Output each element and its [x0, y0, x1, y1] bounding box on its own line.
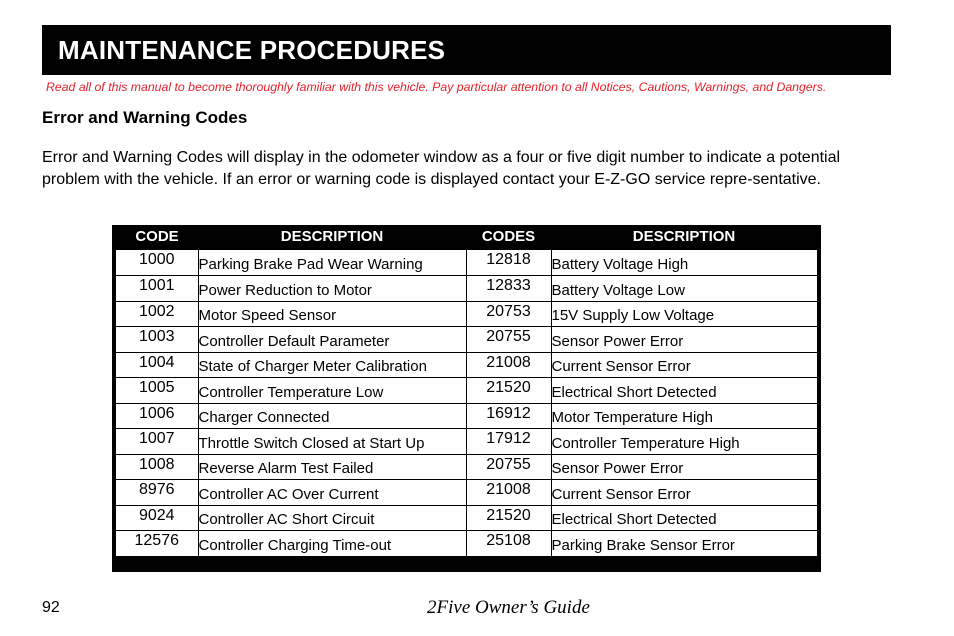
table-row: [116, 352, 817, 378]
code-cell: 20755: [466, 327, 551, 353]
column-header-codes: CODES: [466, 228, 551, 250]
table-body: [116, 250, 817, 556]
section-heading: Error and Warning Codes: [42, 108, 248, 127]
table-row: [116, 480, 817, 506]
table-row: [116, 378, 817, 404]
description-cell: Reverse Alarm Test Failed: [198, 454, 466, 480]
table-row: [116, 250, 817, 276]
description-cell: Battery Voltage High: [551, 250, 817, 276]
code-cell: 8976: [116, 480, 198, 506]
section-header-bar: [42, 25, 891, 75]
column-header-description: DESCRIPTION: [198, 228, 466, 250]
codes-table-frame: [112, 225, 821, 572]
table-row: [116, 454, 817, 480]
table-row: [116, 403, 817, 429]
code-cell: 1000: [116, 250, 198, 276]
column-header-code: CODE: [116, 228, 198, 250]
code-cell: 1007: [116, 429, 198, 455]
table-row: [116, 301, 817, 327]
code-cell: 16912: [466, 403, 551, 429]
code-cell: 12576: [116, 531, 198, 557]
description-cell: Controller AC Short Circuit: [198, 505, 466, 531]
code-cell: 21008: [466, 352, 551, 378]
description-cell: Current Sensor Error: [551, 480, 817, 506]
description-cell: Controller Default Parameter: [198, 327, 466, 353]
column-header-description-2: DESCRIPTION: [551, 228, 817, 250]
code-cell: 1004: [116, 352, 198, 378]
code-cell: 1005: [116, 378, 198, 404]
page-title: MAINTENANCE PROCEDURES: [58, 34, 446, 65]
description-cell: Parking Brake Pad Wear Warning: [198, 250, 466, 276]
code-cell: 1008: [116, 454, 198, 480]
book-title: 2Five Owner’s Guide: [427, 597, 590, 618]
code-cell: 1006: [116, 403, 198, 429]
table-row: [116, 327, 817, 353]
description-cell: Power Reduction to Motor: [198, 276, 466, 302]
code-cell: 17912: [466, 429, 551, 455]
code-cell: 21520: [466, 505, 551, 531]
description-cell: Controller Temperature High: [551, 429, 817, 455]
description-cell: State of Charger Meter Calibration: [198, 352, 466, 378]
description-cell: Sensor Power Error: [551, 327, 817, 353]
description-cell: Electrical Short Detected: [551, 505, 817, 531]
description-cell: Charger Connected: [198, 403, 466, 429]
table-row: [116, 505, 817, 531]
description-cell: Sensor Power Error: [551, 454, 817, 480]
description-cell: Controller Charging Time-out: [198, 531, 466, 557]
table-row: [116, 429, 817, 455]
description-cell: Throttle Switch Closed at Start Up: [198, 429, 466, 455]
code-cell: 21520: [466, 378, 551, 404]
description-cell: Parking Brake Sensor Error: [551, 531, 817, 557]
description-cell: Current Sensor Error: [551, 352, 817, 378]
code-cell: 20755: [466, 454, 551, 480]
page-number: 92: [42, 599, 60, 616]
description-cell: Motor Speed Sensor: [198, 301, 466, 327]
description-cell: Controller Temperature Low: [198, 378, 466, 404]
description-cell: 15V Supply Low Voltage: [551, 301, 817, 327]
table-row: [116, 276, 817, 302]
description-cell: Electrical Short Detected: [551, 378, 817, 404]
description-cell: Battery Voltage Low: [551, 276, 817, 302]
code-cell: 1002: [116, 301, 198, 327]
code-cell: 1001: [116, 276, 198, 302]
code-cell: 1003: [116, 327, 198, 353]
error-codes-table: [116, 228, 817, 556]
description-cell: Motor Temperature High: [551, 403, 817, 429]
safety-notice: Read all of this manual to become thoroughly familiar with this vehicle. Pay particular attention to all Notices, Cautions, Warnings, and Dangers.: [46, 80, 827, 94]
code-cell: 20753: [466, 301, 551, 327]
code-cell: 21008: [466, 480, 551, 506]
code-cell: 9024: [116, 505, 198, 531]
section-body-text: Error and Warning Codes will display in the odometer window as a four or five digit number to indicate a potential problem with the vehicle. If an error or warning code is displayed contact your E-Z-GO service repre-sentative.: [42, 149, 841, 188]
code-cell: 25108: [466, 531, 551, 557]
table-row: [116, 531, 817, 557]
table-header-row: [116, 228, 817, 250]
code-cell: 12833: [466, 276, 551, 302]
description-cell: Controller AC Over Current: [198, 480, 466, 506]
code-cell: 12818: [466, 250, 551, 276]
